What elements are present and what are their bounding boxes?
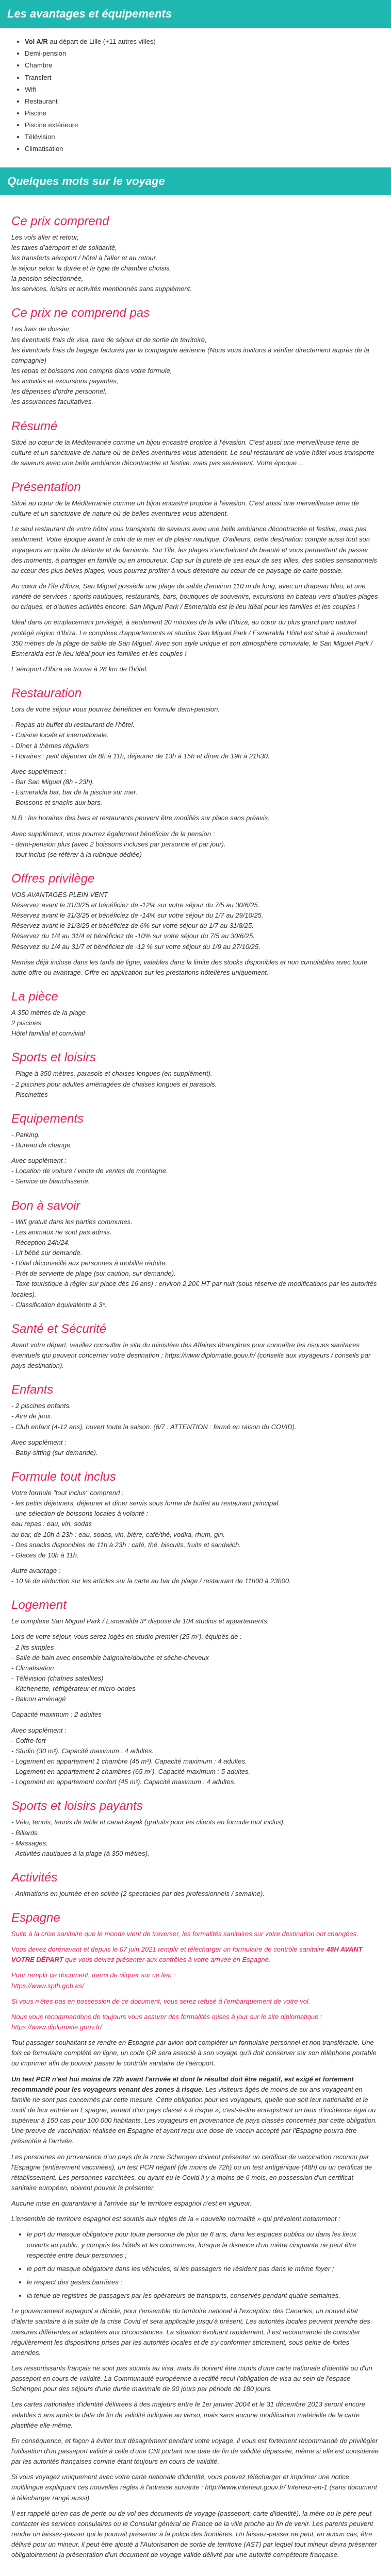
logement-supp-lines (11, 1736, 380, 1788)
sports-payants-heading: Sports et loisirs payants (11, 1799, 143, 1814)
text-line: - demi-pension plus (avec 2 boissons incluses par personne et par jour). (11, 840, 226, 848)
text-line: les assurances facultatives. (11, 398, 93, 406)
formule-avail: Autre avantage : (11, 1566, 61, 1574)
text-line: - Activités nautiques à la plage (à 350 mètres). (11, 1849, 150, 1857)
prix-non-compris-lines (11, 324, 380, 407)
prix-non-compris-heading: Ce prix ne comprend pas (11, 306, 150, 320)
text-line: Réservez avant le 31/3/25 et bénéficiez de -14% sur votre séjour du 1/7 au 29/10/25. (11, 911, 264, 920)
text-line: - 2 lits simples (11, 1643, 54, 1651)
bon-heading: Bon à savoir (11, 1198, 80, 1213)
text-line: - Prêt de serviette de plage (sur caution, sur demande). (11, 1269, 176, 1278)
text-line: - Lit bébé sur demande. (11, 1249, 83, 1257)
text-line: Réservez avant le 31/3/25 et bénéficiez de -12% sur votre séjour du 7/5 au 30/6/25. (11, 901, 260, 909)
text-line: les dépenses d'ordre personnel, (11, 387, 107, 396)
text-line: Réservez avant le 31/3/25 et bénéficiez de 6% sur votre séjour du 1/7 au 31/8/25. (11, 922, 254, 930)
restauration-supp-title: Avec supplément : (11, 767, 67, 775)
text-line: - Parking. (11, 1130, 40, 1139)
formule-heading: Formule tout inclus (11, 1469, 116, 1484)
espagne-p10: Si vous voyagez uniquement avec votre carte nationale d'identité, vous pouvez télécharger et imprimer une notice multilingue expliquant ces nouvelles règles à l'adresse suivante : http://www.interieur.gouv.fr/ Interieur-en-1 (sans document à télécharger rangé aussi). (11, 2473, 377, 2502)
feature-item (25, 60, 380, 71)
formule-lines (11, 1498, 380, 1561)
advantages-header: Les avantages et équipements (0, 0, 391, 28)
text-line: - 2 piscines pour adultes aménagées de chaises longues et parasols. (11, 1080, 217, 1088)
feature-item-label: au départ de Lille (+11 autres villes) (47, 38, 156, 46)
feature-item-label: Transfert (25, 73, 52, 81)
presentation-heading: Présentation (11, 480, 81, 494)
trip-body (0, 195, 391, 2576)
text-line: - Glaces de 10h à 11h. (11, 1551, 79, 1559)
feature-item (25, 144, 380, 154)
text-line: les taxes d'aéroport et de solidarité, (11, 243, 117, 251)
logement-heading: Logement (11, 1598, 67, 1613)
sante-text: Avant votre départ, veuillez consulter le site du ministère des Affaires étrangères pour connaître les risques sanitaires éventuels qui peuvent concerner votre destination : https://www.diplomatie.gouv.fr/ (conseils aux voyageurs / conseils par pays destination). (11, 1341, 371, 1370)
prix-compris-lines (11, 232, 380, 295)
text-line: Réservez du 1/4 au 31/7 et bénéficiez de -12 % sur votre séjour du 1/9 au 27/10/25. (11, 942, 260, 951)
resume-heading: Résumé (11, 419, 58, 433)
text-line: au bar, de 10h à 23h : eau, sodas, vin, bière, café/thé, vodka, rhum, gin. (11, 1530, 225, 1538)
espagne-p2: Les visiteurs âgés de moins de six ans voyageant en famille ne sont pas concernés par cette mesure. Cette obligation pour les voyageurs, quelle que soit leur nationalité et le motif de leur entrée en Espagne, venant d'un pays classé « à risque », c'est-à-dire enregistrant un taux d'incidence égal ou supérieur à 150 cas pour 100 000 habitants. Les voyageurs en provenance de pays classés concernés par cette obligation. Une preuve de vaccination réalisée en Espagne et ayant reçu une dose de vaccin accepté par l'Espagne pourra être présentée à l'arrivée. (11, 2085, 377, 2145)
text-line: - Des snacks disponibles de 11h à 23h : café, thé, biscuits, fruits et sandwich. (11, 1540, 241, 1549)
espagne-pink6: Nous vous recommandons de toujours vous assurer des formalités mises à jour sur le site diplomatique : https://www.diplomatie.gouv.fr/ (11, 2012, 322, 2031)
feature-item (25, 132, 380, 142)
espagne-pink2: Vous devez dorénavant et depuis le 07 juin 2021 remplir et télécharger un formulaire de contrôle sanitaire (11, 1945, 325, 1954)
text-line: Les frais de dossier, (11, 325, 71, 333)
text-line: Réservez du 1/4 au 31/4 et bénéficiez de -10% sur votre séjour du 7/5 au 30/6/25. (11, 932, 255, 940)
advantages-body (0, 28, 391, 167)
text-line: les transferts aéroport / hôtel à l'aller et au retour, (11, 253, 157, 262)
text-line: Hôtel familial et convivial (11, 1029, 85, 1038)
text-line: - tout inclus (se référer à la rubrique dédiée) (11, 850, 142, 858)
text-line: - Dîner à thèmes réguliers (11, 741, 89, 750)
text-line: - Logement en appartement 2 chambres (65 m²). Capacité maximum : 5 adultes. (11, 1768, 251, 1776)
restauration-supp-lines (11, 777, 380, 808)
activites-lines (11, 1889, 380, 1899)
text-line: - Coffre-fort (11, 1736, 46, 1744)
equipements-supp-lines (11, 1166, 380, 1187)
text-line: - Plage à 350 mètres, parasols et chaises longues (en supplément). (11, 1070, 213, 1078)
features-list (11, 37, 380, 154)
logement-lines (11, 1632, 380, 1704)
espagne-link[interactable]: https://www.spth.gob.es/ (11, 1981, 84, 1990)
text-line: - Location de voiture / vente de ventes de montagne. (11, 1167, 168, 1175)
feature-item (25, 108, 380, 118)
restauration-heading: Restauration (11, 686, 82, 701)
espagne-p4: Aucune mise en quarantaine à l'arrivée sur le territoire espagnol n'est en vigueur. (11, 2199, 252, 2208)
enfants-supp-title: Avec supplément : (11, 1438, 67, 1446)
espagne-p7: Les ressortissants français ne sont pas soumis au visa, mais ils doivent être munis d'une carte nationale d'identité ou d'un passeport en cours de validité. La Communauté européenne a rectifié recul l'obligation de visa au sein de l'espace Schengen pour des séjours d'une durée maximale de 90 jours par période de 180 jours. (11, 2364, 372, 2393)
offres-note: Remise déjà incluse dans les tarifs de ligne, valables dans la limite des stocks disponibles et non cumulables avec toute autre offre ou avantage. Offre en application sur les prestations hôtelières uniquement. (11, 958, 368, 976)
feature-item-label: Piscine (25, 109, 46, 117)
feature-item-label: Climatisation (25, 145, 63, 153)
text-line: A 350 mètres de la plage (11, 1009, 86, 1017)
text-line: - Bar San Miguel (8h - 23h). (11, 777, 94, 786)
text-line: eau repas : eau, vin, sodas (11, 1520, 92, 1528)
espagne-pink2c: que vous devrez présenter aux contrôles à votre arrivée en Espagne. (65, 1956, 271, 1964)
text-line: - Vélo, tennis, tennis de table et canal kayak (gratuits pour les clients en formule tout inclus). (11, 1818, 285, 1826)
text-line: Les vols aller et retour, (11, 233, 79, 241)
feature-item-label: Piscine extérieure (25, 121, 78, 129)
presentation-p2: Le seul restaurant de votre hôtel vous transporte de saveurs avec une belle ambiance décontractée et festive, mais pas seulement. Votre époque avant le coin de la mer et de plaisir nautique. D'ailleurs, cette destination compte aussi tout son voyageurs en quête de détente et de farniente. Sur l'île, les plages s'enchaînent de beauté et vous permettent de passer des moments, à partager en famille ou en amoureux. Cap sur la pureté de ses eaux de ses villes, des sables sensationnels au cœur des plus belles plages, vous pourrez profiter à vous détendre au cœur de ce paysage de carte postale. (11, 525, 377, 574)
restauration-formule-lines (11, 839, 380, 860)
feature-item (25, 96, 380, 107)
enfants-lines (11, 1401, 380, 1432)
text-line: - Logement en appartement 1 chambre (45 m²). Capacité maximum : 4 adultes. (11, 1757, 247, 1765)
text-line: le séjour selon la durée et le type de chambre choisis, (11, 264, 172, 273)
lieu-lines (11, 1008, 380, 1039)
text-line: - Billards. (11, 1828, 40, 1837)
espagne-p5: L'ensemble de territoire espagnol est soumis aux règles de la « nouvelle normalité » qui prévoient notamment : (11, 2215, 340, 2223)
espagne-pink1: Suite à la crise sanitaire que le monde vient de traverser, les formalités sanitaires sur votre destination ont changées. (11, 1930, 359, 1938)
text-line: les activités et excursions payantes, (11, 377, 119, 385)
espagne-pink5: Si vous n'êtes pas en possession de ce document, vous serez refusé à l'embarquement de votre vol. (11, 1997, 311, 2005)
espagne-p8: Les cartes nationales d'identité délivrées à des majeurs entre le 1er janvier 2004 et le 31 décembre 2013 seront encore valables 5 ans après la date de fin de validité indiquée au verso, mais sans aucune modification matérielle de la carte plastifiée elle-même. (11, 2400, 366, 2429)
text-line: - Cuisine locale et internationale. (11, 731, 109, 739)
text-line: - Balcon aménagé (11, 1695, 66, 1703)
espagne-p11: Il est rappelé qu'en cas de perte ou de vol des documents de voyage (passeport, carte d'identité), la mère ou le père peut contacter les services consulaires ou le Consulat général de France de la ville proche au fin de venir. Les parents peuvent rendre un laissez-passer qui le pourrait présenter à la police des frontières. Un laissez-passer ne peut, en aucun cas, être délivré pour un mineur, il peut être ajouté à l'Autorisation de sortie de territoire (AST) par lequel tout mineur devra présenter obligatoirement la présentation d'un document de voyage valide délivré par une autorité compétente française. (11, 2509, 377, 2559)
feature-item-label: Demi-pension (25, 49, 67, 58)
text-line: - Climatisation (11, 1664, 54, 1672)
logement-cap: Capacité maximum : 2 adultes (11, 1710, 102, 1719)
text-line: les éventuels frais de bagage facturés par la compagnie aérienne (Nous vous invitons à vérifier directement auprès de la compagnie) (11, 346, 369, 364)
resume-text: Situé au cœur de la Méditerranée comme un bijou encastré propice à l'évasion. C'est aussi une merveilleuse terre de culture et un sanctuaire de nature où de belles aventures vous attendent. Le seul restaurant de votre hôtel vous transporte de saveurs avec une belle ambiance décontractée et festive, mais pas seulement. Votre époque ... (11, 438, 374, 467)
espagne-pink3: Pour remplir ce document, merci de cliquer sur ce lien : (11, 1971, 175, 1979)
text-line: - Salle de bain avec ensemble baignoire/douche et sèche-cheveux (11, 1653, 209, 1662)
equipements-supp-title: Avec supplément : (11, 1157, 67, 1165)
restauration-formule-title: Avec supplément, vous pourrez également bénéficier de la pension : (11, 829, 215, 838)
logement-intro: Le complexe San Miguel Park / Esmeralda 3* dispose de 104 studios et appartements. (11, 1617, 269, 1625)
espagne-p2-bold: Un test PCR n'est hui moins de 72h avant l'arrivée et dont le résultat doit être négatif, est exigé et fortement recommandé pour les voyageurs venant des zones à risque. (11, 2075, 354, 2093)
text-line: - Studio (30 m²). Capacité maximum : 4 adultes. (11, 1747, 154, 1755)
equipements-lines (11, 1130, 380, 1150)
espagne-p9: En conséquence, et façon à éviter tout désagrément pendant votre voyage, il vous est fortement recommandé de privilégier l'utilisation d'un passeport valide à celle d'une CNI portant une date de fin de validité dépassée, même si elle est considérée par les autorités françaises comme étant toujours en cours de validité. (11, 2436, 379, 2466)
presentation-p5: L'aéroport d'Ibiza se trouve à 28 km de l'hôtel. (11, 665, 148, 673)
feature-item-label: Chambre (25, 61, 53, 70)
text-line: - Esmeralda bar, bar de la piscine sur mer. (11, 788, 138, 796)
text-line: la pension sélectionnée, (11, 275, 84, 283)
text-line: - Bureau de change. (11, 1141, 72, 1149)
text-line: - Boissons et snacks aux bars. (11, 799, 103, 807)
espagne-bullet: • le respect des gestes barrières ; (27, 2277, 380, 2287)
text-line: - Horaires : petit déjeuner de 8h à 11h, déjeuner de 13h à 15h et dîner de 19h à 21h30. (11, 752, 270, 760)
text-line: - Réception 24h/24. (11, 1238, 70, 1246)
feature-item (25, 48, 380, 59)
text-line: - Kitchenette, réfrigérateur et micro-ondes (11, 1685, 136, 1693)
text-line: - Taxe touristique à régler sur place dès 16 ans) : environ 2,20€ HT par nuit (sous réserve de modifications par les autorités locales). (11, 1280, 377, 1298)
presentation-p3: Au cœur de l'île d'Ibiza, San Miguel possède une plage de sable d'environ 110 m de long, avec un drapeau bleu, et une variété de services : sports nautiques, restaurants, bars, boutiques de souvenirs, excursions en bateau vers d'autres plages ou criques, et d'autres activités encore. San Miguel Park / Esmeralda est le lieu idéal pour les familles et les couples ! (11, 582, 378, 611)
feature-item (25, 120, 380, 130)
text-line: - Service de blanchisserie. (11, 1177, 90, 1185)
formule-intro: Votre formule "tout inclus" comprend : (11, 1488, 124, 1497)
feature-item (25, 73, 380, 83)
text-line: - 10 % de réduction sur les articles sur la carte au bar de plage / restaurant de 11h00 à 23h00. (11, 1577, 291, 1585)
enfants-supp-lines (11, 1448, 380, 1458)
text-line: les repas et boissons non compris dans votre formule, (11, 367, 172, 375)
sports-payants-lines (11, 1817, 380, 1859)
text-line: - Massages. (11, 1839, 48, 1847)
sports-lines (11, 1069, 380, 1099)
restauration-nb: N.B : les horaires des bars et restaurants peuvent être modifiés sur place sans préavis. (11, 814, 270, 822)
espagne-bullet: • le port du masque obligatoire dans les véhicules, si les passagers ne résident pas dans le même foyer ; (27, 2264, 380, 2274)
text-line: les éventuels frais de visa, taxe de séjour et de sortie de territoire, (11, 335, 207, 344)
offres-heading: Offres privilège (11, 871, 95, 886)
feature-item (25, 37, 380, 47)
espagne-pink2b: 48H AVANT VOTRE DÉPART (11, 1945, 363, 1964)
espagne-bullets (11, 2229, 380, 2301)
text-line: les services, loisirs et activités mentionnés sans supplément. (11, 285, 192, 293)
text-line: - Logement en appartement confort (45 m²). Capacité maximum : 4 adultes. (11, 1778, 236, 1786)
sports-heading: Sports et loisirs (11, 1050, 96, 1065)
text-line: - 2 piscines enfants. (11, 1402, 71, 1410)
espagne-p3: Les personnes en provenance d'un pays de la zone Schengen doivent présenter un certificat de vaccination reconnu par l'Espagne (entièrement vaccinées), un test PCR négatif (de moins de 72h) ou un test antigénique (48h) ou un certificat de rétablissement. Les personnes vaccinées, ou ayant eu le Covid il y a moins de 6 mois, en possession d'un certificat sanitaire européen, doivent pouvoir le présenter. (11, 2153, 372, 2192)
trip-header: Quelques mots sur le voyage (0, 167, 391, 195)
text-line: - Classification équivalente à 3*. (11, 1300, 107, 1309)
feature-item-label: Restaurant (25, 97, 58, 105)
text-line: - Les animaux ne sont pas admis. (11, 1228, 112, 1236)
espagne-p6: Le gouvernement espagnol a décidé, pour l'ensemble du territoire national à l'exception des Canaries, un nouvel état d'alerte sanitaire à la suite de la crise Covid et sera applicable jusqu'à présent. Les autorités locales peuvent prendre des mesures différentes et adaptées aux circonstances. La situation évoluant rapidement, il est recommandé de consulter régulièrement les dispositions prises par les autorités locales et de s'y conformer strictement, sous peine de fortes amendes. (11, 2307, 370, 2357)
lieu-heading: La pièce (11, 990, 58, 1004)
text-line: - Piscinettes (11, 1090, 48, 1098)
espagne-bullet: • le port du masque obligatoire pour toute personne de plus de 6 ans, dans les espaces publics ou dans les lieux ouverts au public, y compris les hôtels et les commerces, lorsque la distance d'un mètre cinquante ne peut être respectée entre deux personnes ; (27, 2229, 380, 2260)
espagne-pink3-block (11, 1970, 380, 1991)
text-line: - Club enfant (4-12 ans), ouvert toute la saison. (6/7 : ATTENTION : fermé en raison du COVID). (11, 1422, 297, 1431)
enfants-heading: Enfants (11, 1383, 54, 1397)
logement-supp-title: Avec supplément : (11, 1726, 67, 1734)
text-line: VOS AVANTAGES PLEIN VENT (11, 890, 108, 899)
text-line: - Télévision (chaînes satellites) (11, 1674, 104, 1682)
prix-compris-heading: Ce prix comprend (11, 214, 109, 228)
restauration-intro: Lors de votre séjour vous pourrez bénéficier en formule demi-pension. (11, 705, 220, 714)
sante-heading: Santé et Sécurité (11, 1321, 107, 1336)
espagne-heading: Espagne (11, 1911, 60, 1925)
text-line: - les petits déjeuners, déjeuner et dîner servis sous forme de buffet au restaurant principal. (11, 1499, 281, 1507)
text-line: - Repas au buffet du restaurant de l'hôtel. (11, 721, 135, 729)
offres-lines (11, 890, 380, 952)
espagne-pink2-block (11, 1944, 380, 1965)
espagne-p2-block (11, 2074, 380, 2147)
text-line: - Hôtel déconseillé aux personnes à mobilité réduite. (11, 1259, 168, 1267)
feature-item (25, 84, 380, 95)
text-line: Lors de votre séjour, vous serez logés en studio premier (25 m²), équipés de : (11, 1633, 242, 1641)
text-line: - Animations en journée et en soirée (2 spectacles par des professionnels / semaine). (11, 1889, 265, 1897)
espagne-bullet: • la tenue de registres de passagers par les opérateurs de transports, conservés pendant quatre semaines. (27, 2291, 380, 2301)
bon-lines (11, 1217, 380, 1310)
formule-avail-lines (11, 1576, 380, 1586)
equipements-heading: Equipements (11, 1111, 84, 1126)
text-line: - Wifi gratuit dans les parties communes. (11, 1217, 133, 1226)
restauration-lines (11, 720, 380, 761)
feature-item-bold: Vol A/R (25, 38, 48, 46)
presentation-p4: Idéal dans un emplacement privilégié, à seulement 20 minutes de la ville d'Ibiza, au cœur du plus grand parc naturel protégé région d'Ibiza. Le complexe d'appartements et studios San Miguel Park / Esmeralda Hôtel est situé à seulement 350 mètres de la plage de sable de San Miguel. Avec son style unique et son atmosphère conviviale, le San Miguel Park / Esmeralda est le lieu idéal pour les familles et les couples ! (11, 618, 373, 657)
activites-heading: Activités (11, 1870, 58, 1885)
text-line: - Aire de jeux. (11, 1412, 53, 1420)
presentation-p1: Situé au cœur de la Méditerranée comme un bijou encastré propice à l'évasion. C'est aussi une merveilleuse terre de culture et un sanctuaire de nature où de belles aventures vous attendent. (11, 499, 360, 518)
text-line: 2 piscines (11, 1019, 41, 1027)
text-line: - Baby-sitting (sur demande). (11, 1448, 98, 1456)
espagne-p1: Tout passager souhaitant se rendre en Espagne par avion doit compléter un formulaire personnel et non transférable. Une fois ce formulaire complété en ligne, un code QR sera associé à son voyage qu'il doit conserver sur son téléphone portable ou imprimer afin de pouvoir passer le contrôle sanitaire de l'aéroport. (11, 2039, 377, 2067)
feature-item-label: Wifi (25, 85, 36, 93)
feature-item-label: Télévision (25, 133, 55, 141)
text-line: - une sélection de boissons locales à volonté : (11, 1510, 149, 1518)
